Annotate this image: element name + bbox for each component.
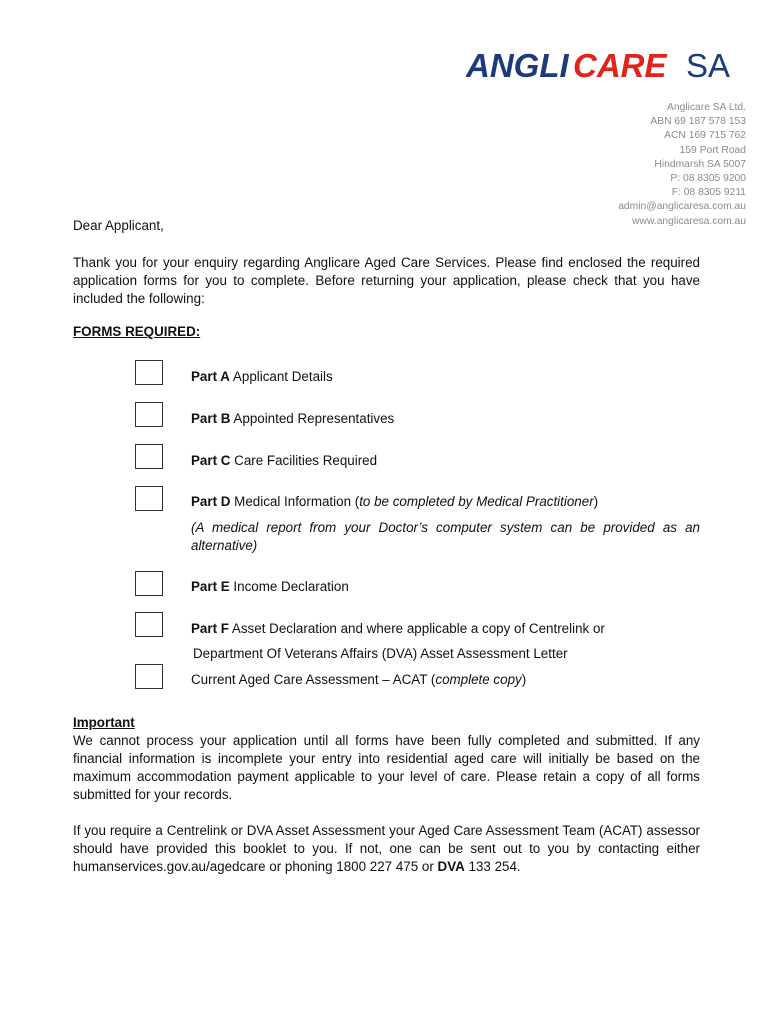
acat-line: [191, 672, 526, 687]
checkbox-part-f[interactable]: [135, 612, 163, 637]
important-heading: Important: [73, 715, 135, 730]
item-part-e: [191, 579, 349, 594]
checkbox-part-b[interactable]: [135, 402, 163, 427]
part-d-label: Part D: [191, 494, 231, 509]
logo-text-angli: ANGLI: [466, 48, 569, 82]
abn: ABN 69 187 578 153: [650, 116, 746, 128]
part-e-text: Income Declaration: [229, 579, 349, 594]
part-a-label: Part A: [191, 369, 230, 384]
part-c-text: Care Facilities Required: [230, 453, 378, 468]
fax: F: 08 8305 9211: [671, 187, 746, 199]
closing-dva-bold: DVA: [437, 859, 465, 874]
address-block: [618, 101, 746, 229]
company-name: Anglicare SA Ltd.: [667, 102, 746, 113]
part-a-text: Applicant Details: [229, 369, 333, 384]
forms-required-heading: FORMS REQUIRED:: [73, 324, 201, 339]
anglicare-logo: [466, 48, 746, 82]
acat-text: Current Aged Care Assessment – ACAT (: [191, 672, 436, 687]
item-part-d: [191, 494, 598, 509]
item-part-f: [191, 621, 605, 636]
part-b-label: Part B: [191, 411, 231, 426]
logo-svg: [466, 48, 746, 82]
part-c-label: Part C: [191, 453, 231, 468]
intro-paragraph: Thank you for your enquiry regarding Anglicare Aged Care Services. Please find enclosed the required application forms for you to complete. Before returning your application, please check that you have included the following:: [73, 255, 700, 306]
closing-end: 133 254.: [464, 859, 521, 874]
part-d-close: ): [593, 494, 599, 509]
email-link[interactable]: admin@anglicaresa.com.au: [618, 201, 746, 213]
acat-italic: complete copy: [435, 672, 522, 687]
part-f-text: Asset Declaration and where applicable a copy of Centrelink or: [228, 621, 605, 636]
checkbox-part-e[interactable]: [135, 571, 163, 596]
logo-text-sa: SA: [686, 48, 731, 82]
part-e-label: Part E: [191, 579, 230, 594]
logo-text-care: CARE: [573, 48, 667, 82]
phone: P: 08 8305 9200: [670, 173, 746, 185]
closing-text: If you require a Centrelink or DVA Asset Assessment your Aged Care Assessment Team (ACAT) assessor should have provided this booklet to you. If not, one can be sent out to you by contacting either humanservices.gov.au/agedcare or phoning 1800 227 475 or: [73, 823, 700, 874]
website-link[interactable]: www.anglicaresa.com.au: [632, 215, 746, 227]
part-b-text: Appointed Representatives: [230, 411, 395, 426]
important-paragraph: We cannot process your application until all forms have been fully completed and submitted. If any financial information is incomplete your entry into residential aged care will initially be based on the maximum accommodation payment applicable to your level of care. Please retain a copy of all forms submitted for your records.: [73, 733, 700, 802]
item-part-a: [191, 369, 333, 384]
item-part-b: [191, 411, 394, 426]
salutation: Dear Applicant,: [73, 218, 164, 233]
street: 159 Port Road: [679, 144, 746, 156]
closing-paragraph: [73, 822, 700, 876]
part-d-text: Medical Information (: [230, 494, 360, 509]
dva-line: Department Of Veterans Affairs (DVA) Asset Assessment Letter: [193, 646, 568, 661]
suburb: Hindmarsh SA 5007: [654, 158, 746, 170]
part-d-note: (A medical report from your Doctor’s computer system can be provided as an alternative): [191, 520, 700, 553]
part-d-italic: to be completed by Medical Practitioner: [359, 494, 594, 509]
checkbox-acat[interactable]: [135, 664, 163, 689]
checkbox-part-a[interactable]: [135, 360, 163, 385]
item-part-c: [191, 453, 377, 468]
checkbox-part-d[interactable]: [135, 486, 163, 511]
checkbox-part-c[interactable]: [135, 444, 163, 469]
acn: ACN 169 715 762: [664, 130, 746, 142]
acat-close: ): [521, 672, 527, 687]
part-f-label: Part F: [191, 621, 229, 636]
